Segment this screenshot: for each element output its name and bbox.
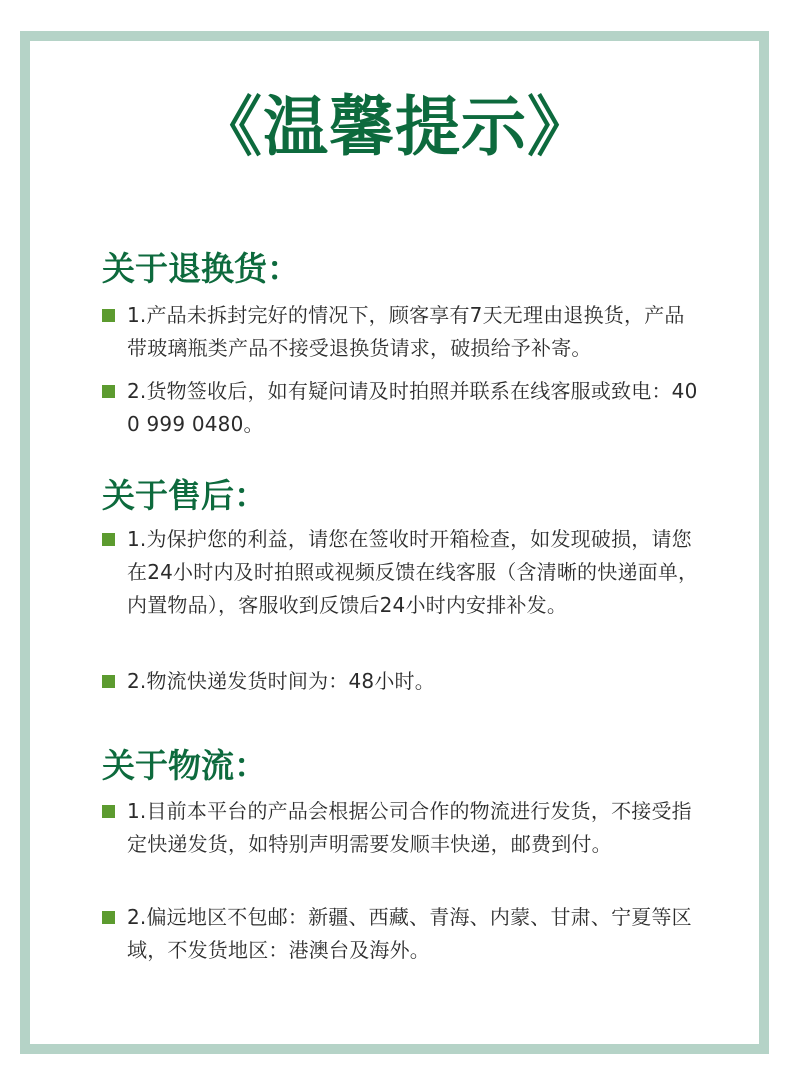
list-item-text: 1.产品未拆封完好的情况下，顾客享有7天无理由退换货，产品带玻璃瓶类产品不接受退换货请求，破损给予补寄。 [127, 303, 685, 360]
list-item [102, 795, 702, 861]
list-item [102, 665, 702, 698]
section-heading-after-sales: 关于售后： [102, 476, 267, 515]
square-bullet-icon [102, 911, 115, 924]
page-title: 《温馨提示》 [196, 90, 593, 165]
section-heading-logistics: 关于物流： [102, 746, 267, 785]
list-item [102, 523, 702, 622]
list-item-text: 2.货物签收后，如有疑问请及时拍照并联系在线客服或致电：400 999 0480。 [127, 379, 698, 436]
square-bullet-icon [102, 385, 115, 398]
list-item [102, 375, 702, 441]
square-bullet-icon [102, 805, 115, 818]
list-item [102, 299, 702, 365]
list-item [102, 901, 702, 967]
list-item-text: 2.物流快递发货时间为：48小时。 [127, 669, 435, 693]
square-bullet-icon [102, 309, 115, 322]
list-item-text: 1.目前本平台的产品会根据公司合作的物流进行发货，不接受指定快递发货，如特别声明需要发顺丰快递，邮费到付。 [127, 799, 692, 856]
list-item-text: 2.偏远地区不包邮：新疆、西藏、青海、内蒙、甘肃、宁夏等区域，不发货地区：港澳台及海外。 [127, 905, 692, 962]
list-item-text: 1.为保护您的利益，请您在签收时开箱检查，如发现破损，请您在24小时内及时拍照或视频反馈在线客服（含清晰的快递面单，内置物品），客服收到反馈后24小时内安排补发。 [127, 527, 699, 617]
square-bullet-icon [102, 675, 115, 688]
square-bullet-icon [102, 533, 115, 546]
section-heading-returns: 关于退换货： [102, 249, 300, 288]
